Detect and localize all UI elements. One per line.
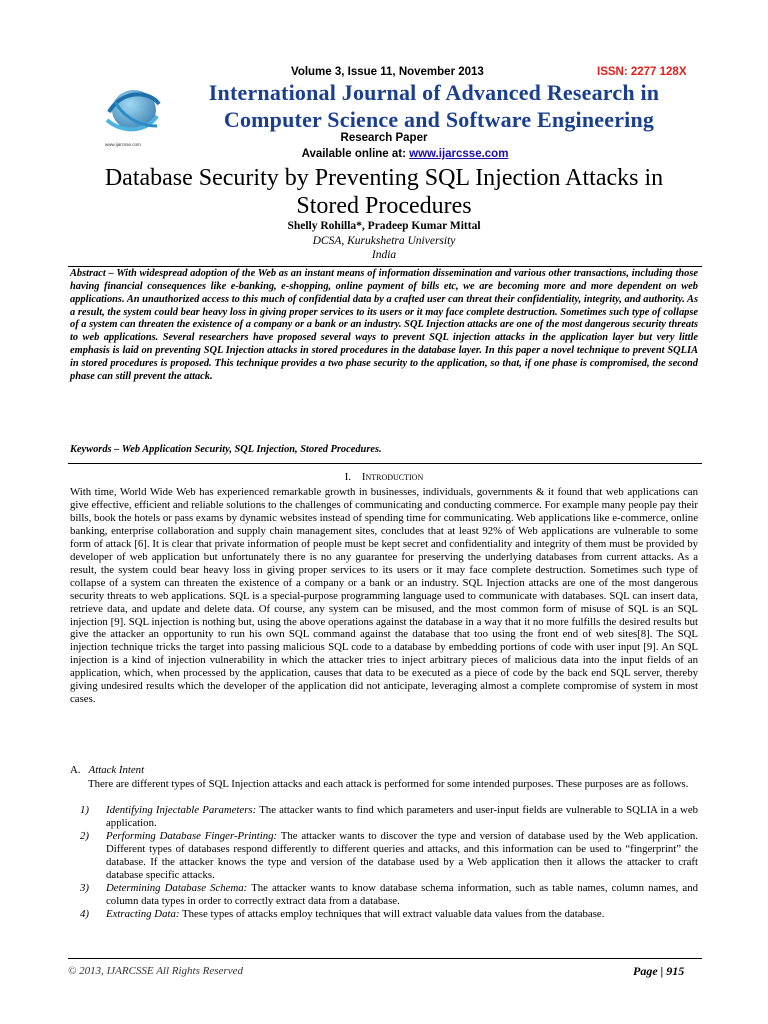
divider-top (68, 266, 702, 267)
paper-type: Research Paper (340, 132, 428, 144)
list-item (70, 804, 698, 830)
journal-title-line2: Computer Science and Software Engineering (223, 107, 655, 132)
keywords: Keywords – Web Application Security, SQL Injection, Stored Procedures. (70, 444, 382, 455)
available-online (0, 148, 768, 160)
journal-website-link[interactable]: www.ijarcsse.com (409, 148, 509, 160)
list-item-title: Determining Database Schema: (106, 881, 248, 894)
introduction-body: With time, World Wide Web has experienced remarkable growth in businesses, individuals, governments & it found that web applications can give effective, efficient and reliable solutions to the challenges of communicating and conducting commerce. For example many people pay their bills, book the hotels or pass exams by dynamic websites instead of spending time for communicating. Web applications like e-commerce, online banking, enterprise collaboration and supply chain management sites, concludes that at least 92% of Web applications are vulnerable to some form of attack [6]. It is clear that private information of people must be kept secret and confidentiality and integrity of them must be provided by developer of web application but unfortunately there is no any guarantee for preserving the underlying databases from current attacks. As a result, the system could bear heavy loss in giving proper services to its users or it may face complete destruction. Sometimes such type of collapse of a system can threaten the existence of a company or a bank or an industry. SQL Injection attacks are one of the most dangerous security threats to web applications. SQL is a special-purpose programming language used to communicate with databases. SQL can insert data, retrieve data, and update and delete data. Of course, any system can be misused, and the most common form of misuse of SQL is an SQL injection [9]. SQL injection is nothing but, using the above operations against the database in a way that it no more fulfills the desired results but give the attacker an opportunity to run his own SQL command against the database that too using the front end of web sites[8]. The SQL injection technique tricks the target into passing malicious SQL code to a database by embedding portions of code with user input [9]. An SQL injection is a kind of injection vulnerability in which the attacker tries to inject arbitrary pieces of malicious data into the input fields of an application, which, when processed by the application, causes that data to be executed as a piece of code by the back end SQL server, thereby giving undesired results which the developer of the application did not anticipate, leveraging almost a complete compromise of system in most cases. (70, 486, 698, 706)
list-item-title: Performing Database Finger-Printing: (106, 829, 278, 842)
paper-title-line2: Stored Procedures (296, 193, 472, 219)
section-title: Introduction (361, 471, 424, 483)
issn: ISSN: 2277 128X (597, 66, 687, 78)
subsection-letter: A. (70, 764, 81, 776)
subsection-body: There are different types of SQL Injection attacks and each attack is performed for some intended purposes. These purposes are as follows. (88, 778, 689, 790)
list-item-text: The attacker wants to find which parameters and user-input fields are vulnerable to SQLIA in a web application. (106, 804, 699, 829)
affiliation: DCSA, Kurukshetra University (312, 235, 456, 247)
authors: Shelly Rohilla*, Pradeep Kumar Mittal (287, 220, 481, 232)
list-item-title: Extracting Data: (106, 907, 180, 920)
footer-divider (68, 958, 702, 959)
volume-info: Volume 3, Issue 11, November 2013 (291, 66, 484, 78)
list-item (70, 908, 698, 921)
available-label: Available online at: (301, 148, 410, 160)
list-item (70, 830, 698, 882)
list-item-number: 1) (80, 804, 89, 816)
list-item-text: The attacker wants to discover the type and version of database used by the Web application. Different types of databases respond differently to different queries and attacks, and this information can be used to “fingerprint” the database. If the attacker knows the type and version of the database used by a Web application then it allows the attacker to craft database specific attacks. (106, 829, 699, 881)
section-heading (0, 471, 768, 483)
list-item-number: 2) (80, 829, 89, 842)
journal-title-line1: International Journal of Advanced Research in (208, 80, 660, 105)
list-item-text: The attacker wants to know database schema information, such as table names, column names, and column data types in order to correctly extract data from a database. (106, 881, 699, 907)
subsection-heading (70, 764, 144, 776)
subsection-title: Attack Intent (88, 764, 145, 776)
abstract: Abstract – With widespread adoption of the Web as an instant means of information dissemination and various other transactions, including those having financial consequences like e-banking, e-shopping, online payment of bills etc, we are becoming more and more dependent on web applications. An unauthorized access to this much of confidential data by a crafted user can threat their confidentiality, integrity, and authority. As a result, the system could bear heavy loss in giving proper services to its users or it may face complete destruction. Sometimes such type of collapse of a system can threaten the existence of a company or a bank or an industry. SQL Injection attacks are one of the most dangerous security threats to web applications. Several researchers have proposed several ways to prevent SQL injection attacks in the application layer but very little emphasis is laid on preventing SQL Injection attacks in stored procedures in the database layer. In this paper a novel technique to prevent SQLIA in stored procedures is proposed. This technique provides a two phase security to the application, so that, if one phase is compromised, the second phase can still prevent the attack. (70, 268, 698, 382)
list-item-text: These types of attacks employ techniques that will extract valuable data values from the database. (179, 907, 605, 920)
list-item (70, 882, 698, 908)
section-number: I. (344, 471, 352, 483)
logo-caption: www.ijarcsse.com (105, 142, 141, 147)
paper-title-line1: Database Security by Preventing SQL Injection Attacks in (104, 165, 664, 191)
copyright: © 2013, IJARCSSE All Rights Reserved (68, 965, 243, 977)
list-item-number: 3) (80, 881, 89, 894)
list-item-number: 4) (80, 907, 89, 920)
page-number: Page | 915 (633, 964, 685, 978)
divider-bottom (68, 463, 702, 464)
country: India (371, 249, 397, 261)
list-item-title: Identifying Injectable Parameters: (106, 804, 257, 816)
attack-intent-list (70, 804, 698, 921)
